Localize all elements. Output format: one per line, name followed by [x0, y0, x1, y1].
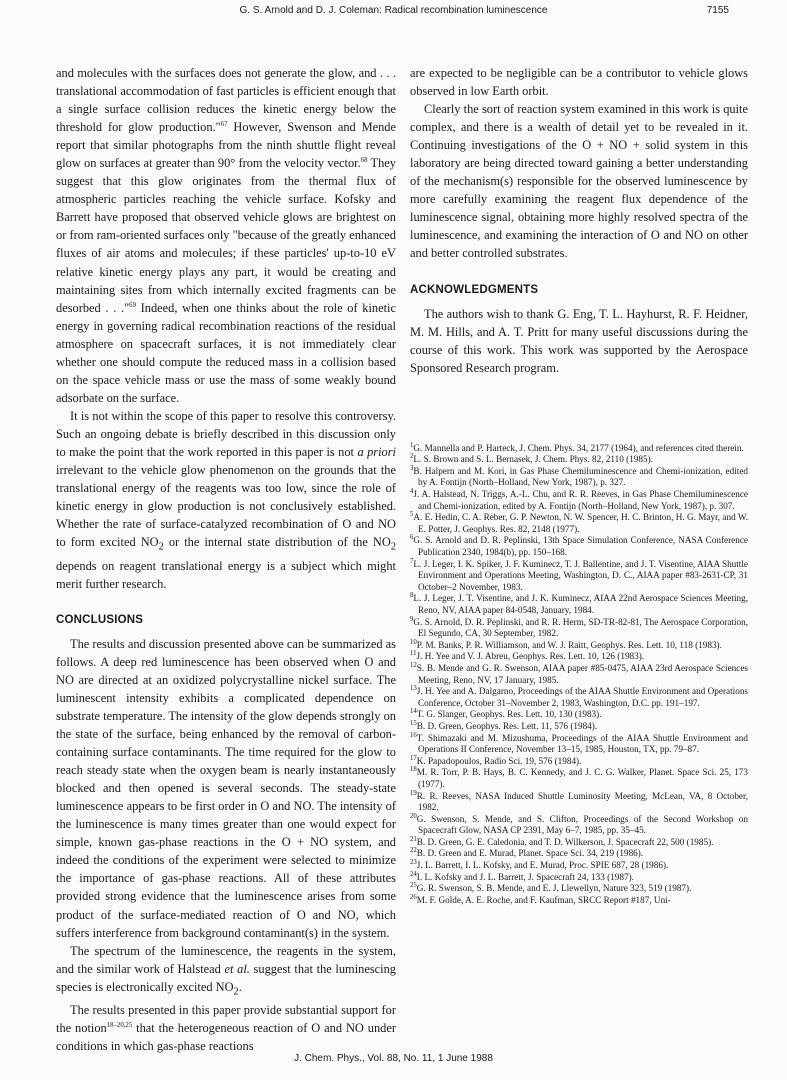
right-column — [410, 64, 748, 906]
reference-number: 17 — [410, 754, 417, 762]
reference-text: M. F. Golde, A. E. Roche, and F. Kaufman, SRCC Report #187, Uni- — [416, 894, 671, 905]
reference-number: 8 — [410, 592, 414, 600]
reference-text: J. H. Yee and V. J. Abreu, Geophys. Res. Lett. 10, 126 (1983). — [416, 651, 645, 662]
paragraph-acknowledgments: The authors wish to thank G. Eng, T. L. Hayhurst, R. F. Heidner, M. M. Hills, and A. T. Pritt for many useful discussions during the course of this work. This work was supported by the Aerospace Sponsored Research program. — [410, 306, 748, 375]
reference-text: B. Halpern and M. Kori, in Gas Phase Chemiluminescence and Chemi-ionization, edited by A. Fontijn (North–Holland, New York, 1987), p. 327. — [413, 465, 748, 488]
reference-item — [410, 593, 748, 616]
reference-text: B. D. Green and E. Murad, Planet. Space Sci. 34, 219 (1986). — [416, 848, 644, 859]
reference-number: 6 — [410, 534, 414, 542]
reference-text: G. S. Arnold and D. R. Peplinski, 13th Space Simulation Conference, NASA Conference Publication 2340, 1984(b), pp. 150–168. — [413, 535, 748, 558]
reference-item — [410, 651, 748, 663]
left-column — [56, 64, 396, 1055]
text-run: They suggest that this glow originates from the thermal flux of atmospheric particles reaching the vehicle surface. Kofsky and Barrett have proposed that observed vehicle glows are brightest on or from ram-oriented surfaces only "because of the greatly enhanced fluxes of air atoms and molecules; if these particles' up-to-10 eV relative kinetic energy plays any part, it would be creating and maintaining sites from which internally excited fragments can be desorbed . . ." — [56, 156, 396, 315]
reference-number: 12 — [410, 661, 417, 669]
reference-item — [410, 883, 748, 895]
text-run: The results presented in this paper provide substantial support for the notion — [56, 1003, 396, 1036]
reference-number: 13 — [410, 685, 417, 693]
reference-number: 26 — [410, 893, 417, 901]
reference-number: 2 — [410, 453, 414, 461]
reference-text: G. Mannella and P. Harteck, J. Chem. Phys. 34, 2177 (1964), and references cited therein. — [413, 442, 744, 453]
reference-number: 1 — [410, 441, 414, 449]
reference-item — [410, 535, 748, 558]
reference-item — [410, 837, 748, 849]
reference-text: A. E. Hedin, C. A. Reber, G. P. Newton, N. W. Spencer, H. C. Brinton, H. G. Mayr, and W. E. Potter, J. Geophys. Res. 82, 2148 (1977). — [413, 512, 748, 534]
reference-number: 19 — [410, 789, 417, 797]
reference-text: B. D. Green, Geophys. Res. Lett. 11, 576 (1984). — [416, 720, 598, 731]
reference-text: K. Papadopoulos, Radio Sci. 19, 576 (1984). — [416, 755, 582, 766]
text-run: that the heterogeneous reaction of O and NO under conditions in which gas-phase reactions — [56, 1021, 396, 1054]
reference-text: L. J. Leger, I. K. Spiker, J. F. Kuminecz, T. J. Ballentine, and J. T. Visentine, AIAA Shuttle Environment and Operations Meeting, Washington, D. C., AIAA paper #83-2631-CP, 31 October–2 November, 1983. — [413, 558, 748, 592]
reference-text: L. S. Brown and S. L. Bernasek, J. Chem. Phys. 82, 2110 (1985). — [413, 454, 653, 465]
reference-text: R. R. Reeves, NASA Induced Shuttle Luminosity Meeting, McLean, VA, 8 October, 1982. — [416, 790, 748, 813]
reference-item — [410, 767, 748, 790]
reference-text: J. A. Halstead, N. Triggs, A.-L. Chu, and R. R. Reeves, in Gas Phase Chemiluminescence and Chemi-ionization, edited by A. Fontijn (North–Holland, New York, 1987), p. 307. — [413, 489, 748, 511]
reference-text: T. Shimazaki and M. Mizushuma, Proceedings of the AIAA Shuttle Environment and Operations II Conference, November 13–15, 1985, Houston, TX, pp. 79–87. — [416, 732, 748, 755]
citation-superscript: 68 — [360, 157, 368, 165]
reference-text: J. L. Barrett, I. L. Kofsky, and E. Murad, Proc. SPIE 687, 28 (1986). — [416, 860, 669, 871]
text-run: It is not within the scope of this paper to resolve this controversy. Such an ongoing debate is briefly described in this discussion only to make the point that the work reported in this paper is not — [56, 408, 396, 459]
paragraph-conclusions-summary: The results and discussion presented above can be summarized as follows. A deep red luminescence has been observed when O and NO are directed at an oxidized polycrystalline nickel surface. The luminescent intensity exhibits a complicated dependence on substrate temperature. The intensity of the glow depends strongly on the state of the surface, being enhanced by the removal of carbon-containing surface contaminants. The time required for the glow to reach steady state when the oxygen beam is nearly instantaneously blocked and then opened is several seconds. The steady-state luminescence appears to be first order in O and NO. The intensity of the luminescence is many times greater than one would expect for simple, known gas-phase reactions in the O + NO system, and indeed the conditions of the experiment were selected to minimize the importance of gas-phase reactions. All of these attributes provided strong evidence that the luminescence arises from some product of the surface-mediated reaction of O and NO, which suffers interference from background contaminant(s) in the system. — [56, 636, 396, 940]
citation-superscript: 69 — [129, 301, 136, 309]
paragraph-spectrum — [56, 942, 396, 1002]
reference-number: 10 — [410, 638, 417, 646]
reference-number: 9 — [410, 615, 414, 623]
reference-number: 7 — [410, 557, 414, 565]
reference-item — [410, 709, 748, 721]
text-run: irrelevant to the vehicle glow phenomenon on the grounds that the translational energy of the reagents was too low, since the role of kinetic energy in glow production is not conclusively established. Whether the rate of surface-catalyzed recombination of O and NO to form excited NO — [56, 463, 396, 550]
reference-number: 20 — [410, 812, 417, 820]
reference-text: G. R. Swenson, S. B. Mende, and E. J. Llewellyn, Nature 323, 519 (1987). — [416, 883, 692, 894]
reference-list — [410, 443, 748, 907]
reference-number: 23 — [410, 859, 417, 867]
reference-number: 22 — [410, 847, 417, 855]
text-run: or the internal state distribution of the NO — [163, 535, 391, 550]
italic-term: et al. — [224, 961, 250, 976]
reference-item — [410, 895, 748, 907]
text-run: Indeed, when one thinks about the role of kinetic energy in governing radical recombination reactions of the residual atmosphere on spacecraft surfaces, it is not immediately clear whether one should compute the reduced mass in a collision based on the space vehicle mass or use the mass of some weakly bound adsorbate on the surface. — [56, 300, 397, 405]
paragraph-controversy — [56, 407, 396, 593]
reference-text: M. R. Torr, P. B. Hays, B. C. Kennedy, and J. C. G. Walker, Planet. Space Sci. 25, 173 (1977). — [416, 767, 748, 789]
reference-text: L. J. Leger, J. T. Visentine, and J. K. Kuminecz, AIAA 22nd Aerospace Sciences Meeting, Reno, NV, AIAA paper 84-0548, January, 1984. — [413, 593, 748, 616]
subscript: 2 — [158, 541, 164, 553]
reference-item — [410, 559, 748, 594]
subscript: 2 — [390, 541, 396, 553]
reference-text: P. M. Banks, P. R. Williamson, and W. J. Raitt, Geophys. Res. Lett. 10, 118 (1983). — [416, 639, 722, 650]
subscript: 2 — [233, 986, 239, 998]
reference-number: 15 — [410, 719, 417, 727]
reference-item — [410, 443, 748, 455]
reference-number: 18 — [410, 766, 417, 774]
reference-item — [410, 489, 748, 512]
reference-text: T. G. Slanger, Geophys. Res. Lett. 10, 130 (1983). — [416, 709, 602, 720]
reference-number: 14 — [410, 708, 417, 716]
reference-text: G. S. Arnold, D. R. Peplinski, and R. R. Herm, SD-TR-82-81, The Aerospace Corporation, El Segundo, CA, 30 September, 1982. — [413, 616, 748, 639]
reference-item — [410, 721, 748, 733]
text-run: depends on reagent translational energy is a subject which might merit further research. — [56, 558, 396, 591]
reference-item — [410, 814, 748, 837]
page-number: 7155 — [706, 5, 729, 16]
reference-number: 21 — [410, 835, 417, 843]
paragraph-future-work: Clearly the sort of reaction system examined in this work is quite complex, and there is a wealth of detail yet to be revealed in it. Continuing investigations of the O + NO + solid system in this laboratory are being directed toward gaining a better understanding of the mechanism(s) responsible for the observed luminescence by more carefully examining the reagent flux dependence of the luminescence signal, obtaining more highly resolved spectra of the luminescence, and examining the interaction of O and NO on other and better controlled substrates. — [410, 102, 748, 261]
reference-item — [410, 640, 748, 652]
reference-number: 5 — [410, 511, 414, 519]
running-head: G. S. Arnold and D. J. Coleman: Radical recombination luminescence — [239, 5, 548, 16]
text-run: . — [238, 979, 242, 994]
reference-item — [410, 454, 748, 466]
acknowledgments-heading: ACKNOWLEDGMENTS — [410, 283, 539, 296]
reference-item — [410, 663, 748, 686]
text-run: and molecules with the surfaces does not generate the glow, and . . . translational accommodation of fast particles is efficient enough that a single surface collision reduces the kinetic energy below the threshold for glow production." — [56, 66, 396, 135]
text-run: suggest that the luminescing species is electronically excited NO — [56, 961, 396, 994]
page-header — [0, 5, 787, 19]
text-run: The spectrum of the luminescence, the reagents in the system, and the similar work of Halstead — [56, 943, 396, 976]
reference-item — [410, 466, 748, 489]
text-run: However, Swenson and Mende report that similar photographs from the ninth shuttle flight reveal glow on surfaces at greater than 90° from the velocity vector. — [56, 120, 396, 171]
citation-superscript: 18–20,25 — [106, 1022, 133, 1030]
reference-item — [410, 872, 748, 884]
reference-number: 4 — [410, 488, 414, 496]
reference-number: 11 — [410, 650, 417, 658]
reference-item — [410, 848, 748, 860]
reference-item — [410, 756, 748, 768]
reference-text: B. D. Green, G. E. Caledonia, and T. D. Wilkerson, J. Spacecraft 22, 500 (1985). — [416, 836, 714, 847]
reference-item — [410, 617, 748, 640]
conclusions-heading: CONCLUSIONS — [56, 613, 144, 626]
page-footer: J. Chem. Phys., Vol. 88, No. 11, 1 June 1988 — [294, 1053, 493, 1064]
reference-item — [410, 686, 748, 709]
reference-item — [410, 512, 748, 535]
reference-number: 16 — [410, 731, 417, 739]
reference-number: 25 — [410, 882, 417, 890]
reference-text: G. Swenson, S. Mende, and S. Clifton, Proceedings of the Second Workshop on Spacecraft Glow, NASA CP 2391, May 6–7, 1985, pp. 35–45. — [416, 813, 748, 836]
paragraph-continuation: are expected to be negligible can be a contributor to vehicle glows observed in low Earth orbit. — [410, 66, 748, 99]
italic-term: a priori — [357, 444, 396, 459]
reference-text: S. B. Mende and G. R. Swenson, AIAA paper #85-0475, AIAA 23rd Aerospace Sciences Meeting, Reno, NV, 17 January, 1985. — [416, 662, 748, 685]
paragraph-vehicle-glow-discussion — [56, 64, 396, 407]
reference-item — [410, 791, 748, 814]
citation-superscript: 67 — [220, 121, 228, 129]
reference-item — [410, 733, 748, 756]
reference-number: 3 — [410, 464, 414, 472]
reference-item — [410, 860, 748, 872]
reference-text: J. H. Yee and A. Dalgarno, Proceedings of the AIAA Shuttle Environment and Operations Conference, October 31–November 2, 1983, Washington, D.C. pp. 191–197. — [416, 686, 748, 708]
reference-text: I. L. Kofsky and J. L. Barrett, J. Spacecraft 24, 133 (1987). — [416, 871, 634, 882]
paragraph-support — [56, 1001, 396, 1055]
reference-number: 24 — [410, 870, 417, 878]
